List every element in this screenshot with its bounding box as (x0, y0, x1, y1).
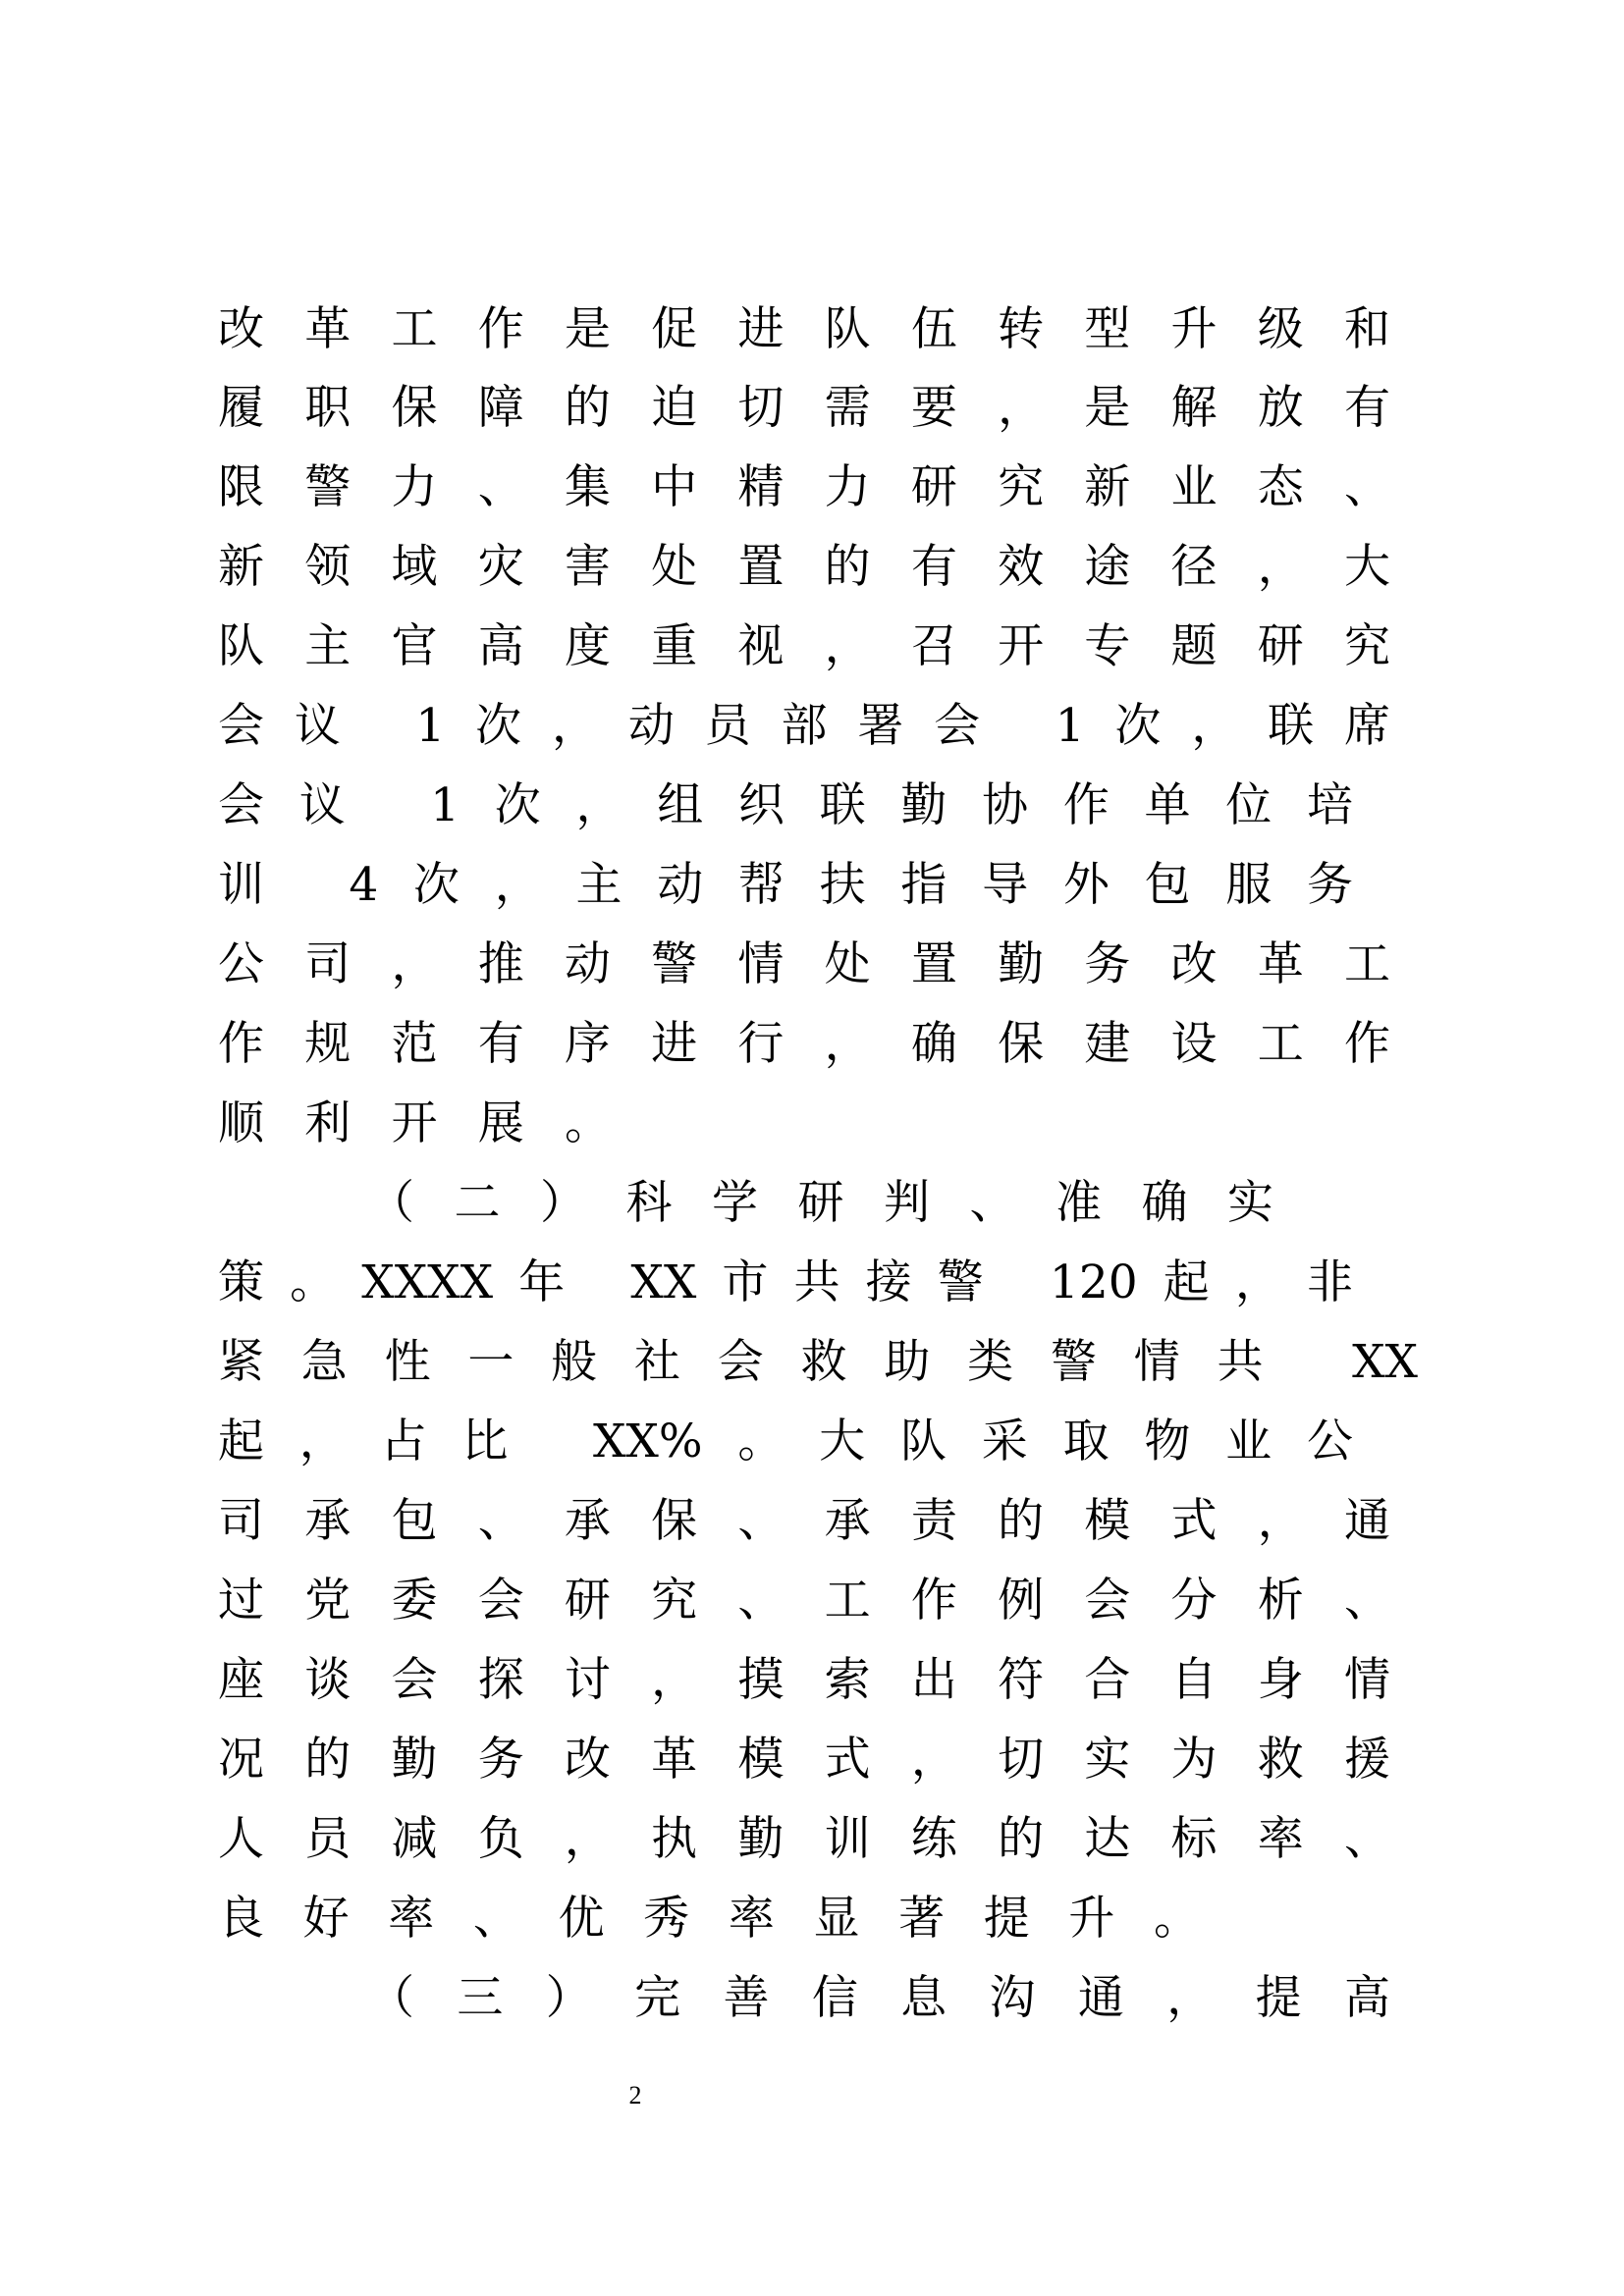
body-text-line: 队主官高度重视，召开专题研究 (218, 619, 1390, 673)
body-text-line: 限警力、集中精力研究新业态、 (218, 460, 1390, 514)
body-text-line: 良好率、优秀率显著提升。 (218, 1892, 1200, 1946)
body-text-line: 训 4次，主动帮扶指导外包服务 (218, 858, 1353, 912)
body-text-line: 况的勤务改革模式，切实为救援 (218, 1733, 1390, 1787)
body-text-line: 顺利开展。 (218, 1096, 611, 1150)
section-heading: （二）科学研判、准确实 (368, 1176, 1273, 1230)
body-text-line: 履职保障的迫切需要，是解放有 (218, 381, 1390, 435)
section-heading: （三）完善信息沟通，提高 (368, 1971, 1390, 2025)
body-text-line: 会议 1次，动员部署会 1次，联席 (218, 699, 1390, 753)
body-text-line: 改革工作是促进队伍转型升级和 (218, 302, 1390, 356)
page-number: 2 (628, 2081, 642, 2109)
body-text-line: 策。XXXX年 XX市共接警 120起，非 (218, 1255, 1353, 1309)
body-text-line: 紧急性一般社会救助类警情共 XX (218, 1335, 1418, 1389)
body-text-line: 座谈会探讨，摸索出符合自身情 (218, 1653, 1390, 1707)
body-text-line: 起，占比 XX%。大队采取物业公 (218, 1415, 1353, 1468)
body-text-line: 新领域灾害处置的有效途径，大 (218, 540, 1390, 594)
body-text-line: 司承包、承保、承责的模式，通 (218, 1494, 1390, 1548)
body-text-line: 作规范有序进行，确保建设工作 (218, 1017, 1390, 1071)
body-text-line: 公司，推动警情处置勤务改革工 (218, 937, 1390, 991)
body-text-line: 过党委会研究、工作例会分析、 (218, 1574, 1390, 1628)
body-text-line: 会议 1次，组织联勤协作单位培 (218, 778, 1353, 832)
body-text-line: 人员减负，执勤训练的达标率、 (218, 1812, 1390, 1866)
